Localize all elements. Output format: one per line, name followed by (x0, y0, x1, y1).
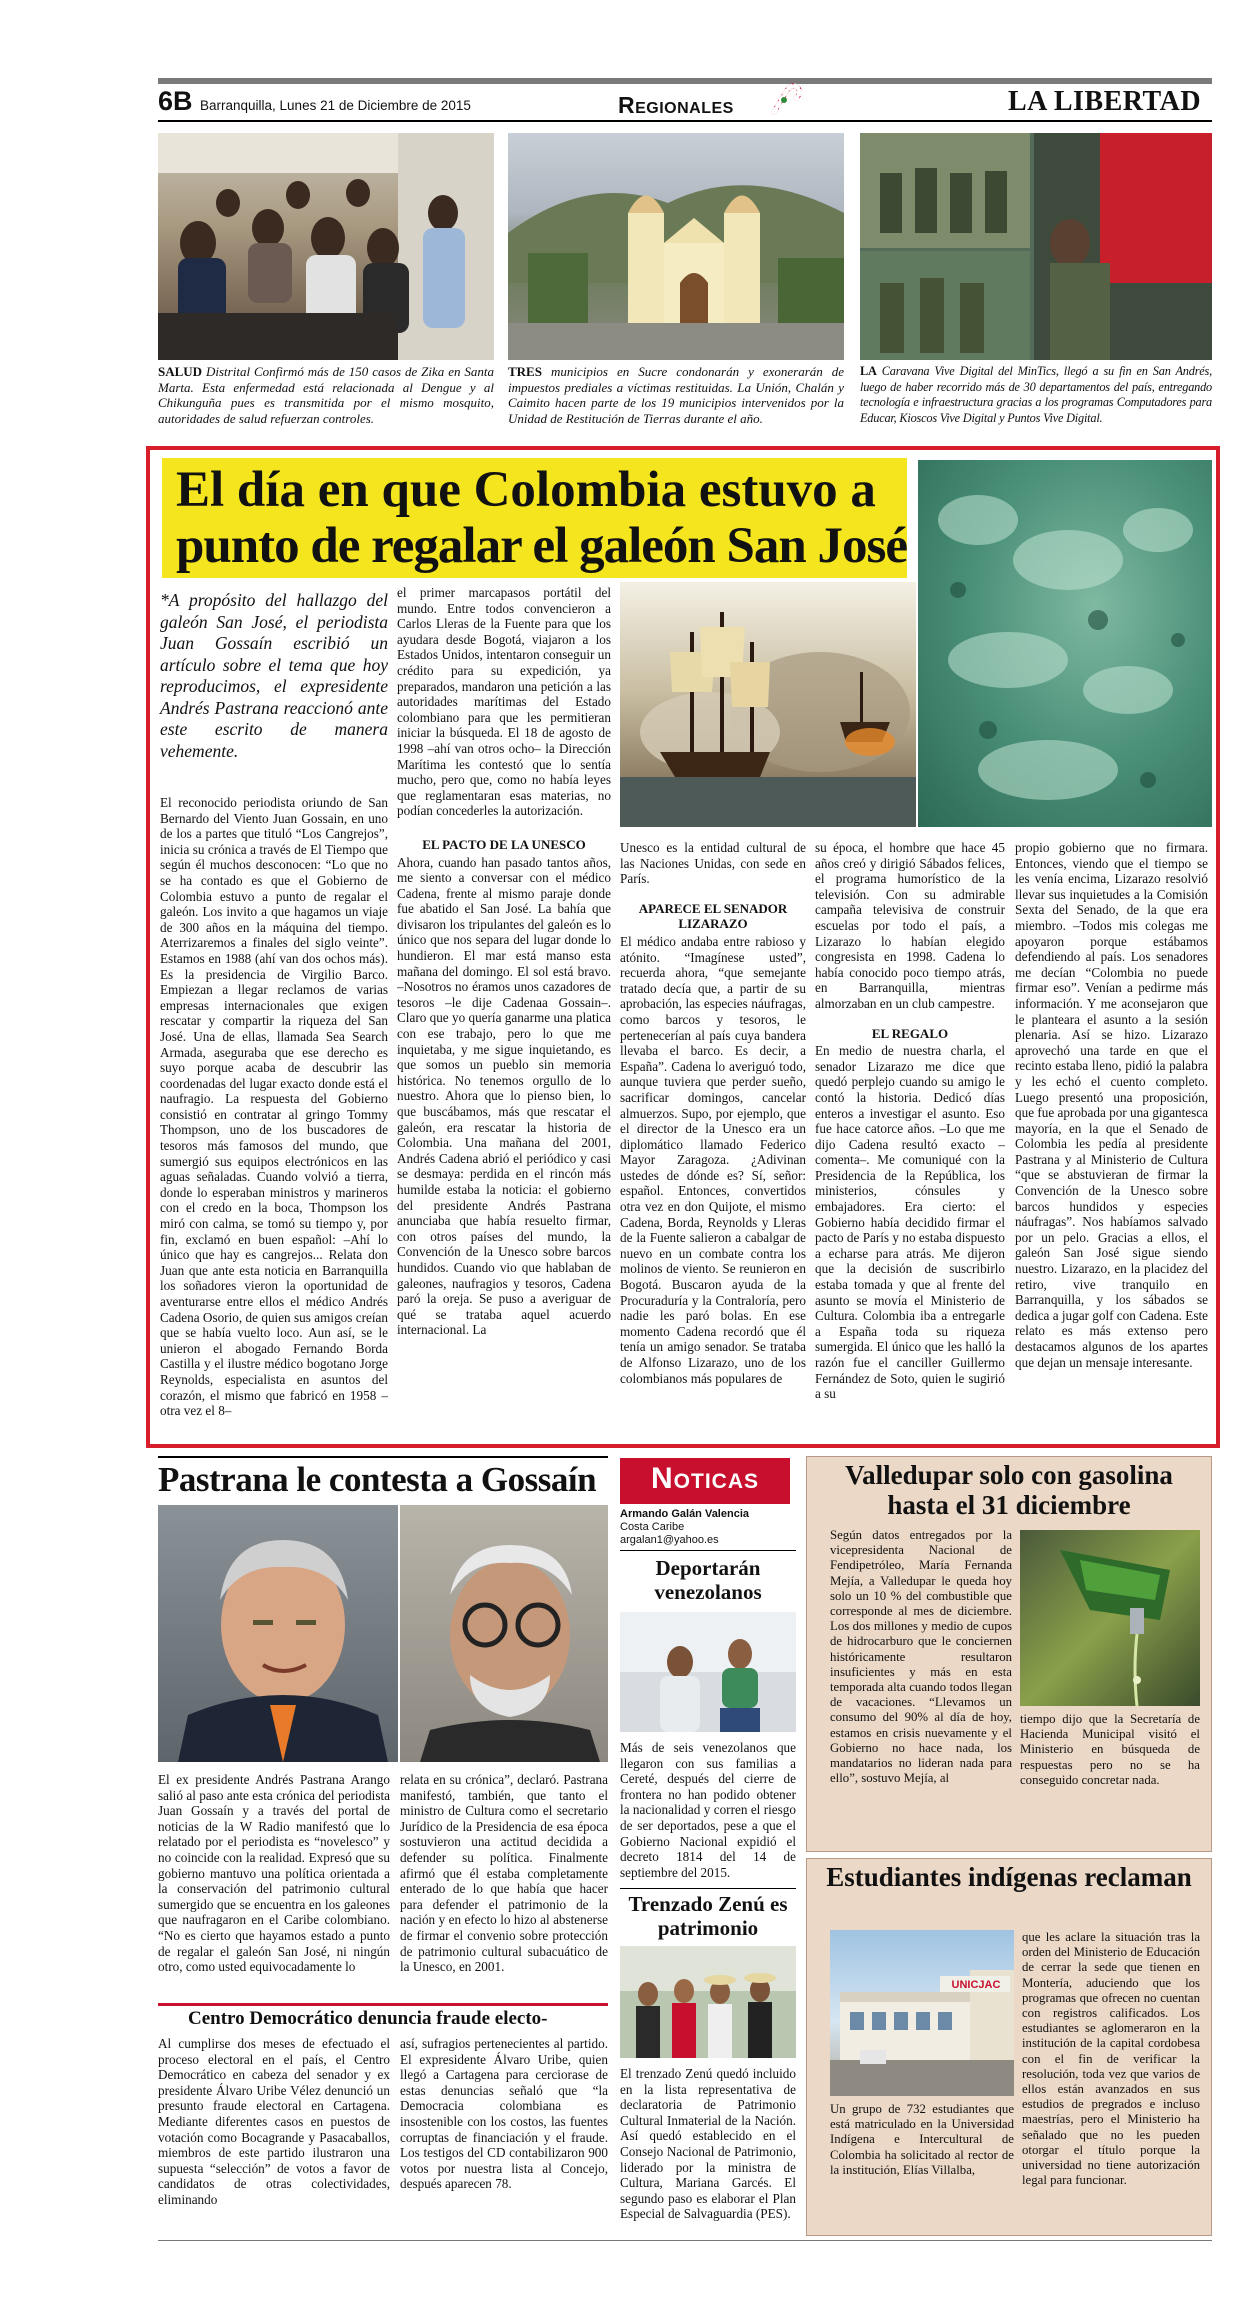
photo-iglesia (508, 133, 844, 360)
photo-caravana (860, 133, 1212, 360)
photo-pastrana (158, 1505, 398, 1762)
story-col-1: El reconocido periodista oriundo de San Bernardo del Viento Juan Gossain, en uno de los a partes que tituló “Los Cangrejos”, inicia su crónica a través de El Tiempo que según él muchos desconocen: “Lo que no se ha contado es que el Gobierno de Colombia estuvo a punto de regalar el galeón. Los invito a que hagamos un viaje de 300 años en la máquina del tiempo. Aterrizaremos a finales del siglo veinte”. Estamos en 1988 (ahí van dos ochos más). Es la presidencia de Virgilio Barco. Empiezan a llegar reclamos de varias empresas internacionales que exigen rescatar y compartir la riqueza del San José. Una de ellas, llamada Sea Search Armada, aseguraba que ese derecho es suyo porque acaba de descubrir las coordenadas del lugar exacto donde está el naufragio. La respuesta del Gobierno consistió en contratar al gringo Tommy Thompson, uno de los buscadores de tesoros más famosos del mundo, que sumergió sus equipos electrónicos en las aguas señaladas. Cuando volvió a tierra, donde lo esperaban ministros y marineros con el credo en la boca, Thompson los miró con calma, se tomó su tiempo y, por fin, exclamó en buen español: –Ahí lo único que hay es cangrejos... Relata don Juan que ante esta noticia en Barranquilla los soñadores vieron la oportunidad de aventurarse entre ellos el médico Andrés Cadena Osorio, de quien sus amigos creían que se había vuelto loco. Aun así, se le unieron el abogado Fernando Borda Castilla y el ilustre médico bogotano Jorge Reynolds, especialista en asuntos del corazón, el mismo que fabricó en 1958 –otra vez el 8– (160, 795, 388, 1419)
deportaran-text: Más de seis venezolanos que llegaron con sus familias a Cereté, después del cierre de frontera no han podido obtener la nacionalidad y corren el riesgo de ser deportados, pese a que el Gobierno Nacional expidió el decreto 1814 del 14 de septiembre del 2015. (620, 1740, 796, 1880)
trenzado-text: El trenzado Zenú quedó incluido en la lista representativa de declaratoria de Patrimonio Cultural Inmaterial de la Nación. Así quedó establecido en el Consejo Nacional de Patrimonio, liderado por la ministra de Cultura, Mariana Garcés. El segundo paso es elaborar el Plan Especial de Salvaguardia (PES). (620, 2066, 796, 2222)
headline-line-2: punto de regalar el galeón San José (176, 518, 907, 574)
galleon-painting (620, 582, 916, 827)
deportaran-headline: Deportarán venezolanos (654, 1556, 762, 1604)
pastrana-top-rule (158, 1456, 608, 1458)
caption-lead: LA (860, 364, 877, 378)
caption-municipios (508, 364, 844, 426)
page-bottom-rule (158, 2240, 1212, 2241)
story-col-3b: El médico andaba entre rabioso y atónito. “Imagínese usted”, recuerda ahora, “que semejante tratado decía que, a partir de su aprobación, las especies náufragas, como barcos y tesoros, le pertenecerían al país cuya bandera llevaba el barco. Es decir, a España”. Cadena lo averiguó todo, aunque tuviera que perder sueño, sacrificar domingos, cancelar almuerzos. Supo, por ejemplo, que el director de la Unesco era un diplomático llamado Federico Mayor Zaragoza. ¿Adivinan ustedes de dónde es? Sí, señor: español. Entonces, convertidos otra vez en don Quijote, el mismo Cadena, Borda, Reynolds y Lleras de la Fuente salieron a cabalgar de nuevo en un combate contra los molinos de viento. Se reunieron en Bogotá. Buscaron ayuda de la Procuraduría y la Contraloría, pero nadie les paró bolas. En ese momento Cadena recordó que él tenía un amigo senador. Se trataba de Alfonso Lizarazo, uno de los colombianos más populares de (620, 933, 806, 1386)
section-title: Regionales (618, 92, 734, 118)
caption-text: municipios en Sucre condonarán y exonerarán de impuestos prediales a víctimas restituidas. La Unión, Chalán y Caimito hacen parte de los 19 municipios intervenidos por la Unidad de Restitución de Tierras durante el año. (508, 364, 844, 426)
story-col-5: propio gobierno que no firmara. Entonces, viendo que el tiempo se les venía encima, Lizarazo resolvió llevar sus inquietudes a la Comisión Sexta del Senado, de la que era miembro. –Todos mis colegas me apoyaron porque estábamos defendiendo al país. Los senadores me decían “Colombia no puede firmar eso”. Venían a pedirme más información. Y me aconsejaron que le planteara el asunto a la sesión plenaria. Así se hizo. Lizarazo aprovechó una tarde en que el recinto estaba lleno, pidió la palabra y les echó el cuento completo. Luego presentó una proposición, que fue aprobada por una gigantesca mayoría, en la que el Senado de Colombia les pedía al presidente Pastrana y al Ministerio de Cultura “que se abstuvieran de firmar la Convención de la Unesco sobre barcos hundidos y especies náufragas”. Nos habíamos salvado por un pelo. Gracias a ellos, el galeón San José sigue siendo nuestro. Lizarazo, en la placidez del retiro, vive tranquilo en Barranquilla, y los sábados se dedica a jugar golf con Cadena. Este relato es más extenso pero destacamos algunos de los apartes que dejan un mensaje interesante. (1015, 840, 1208, 1370)
valledupar-col-1: Según datos entregados por la vicepresidenta Nacional de Fendipetróleo, María Fernanda Mejía, a Valledupar le queda hoy solo un 10 % del combustible que corresponde al mes de diciembre. Los dos millones y medio de cupos de hidrocarburo que le conciernen históricamente resultaron insuficientes y más en esta temporada alta cuando todos llegan de vacaciones. “Llevamos un consumo del 90% al día de hoy, estamos en crisis nuevamente y el Gobierno no hace nada, los mandatarios no lideran nada para ello”, sostuvo Mejía, al (830, 1528, 1012, 1786)
noticias-rule-2 (620, 1888, 796, 1889)
story-col-4 (815, 840, 1005, 1435)
story-col-2b: Ahora, cuando han pasado tantos años, me siento a conversar con el médico Cadena, frente al mismo paraje donde fue abatido el San José. La bahía que divisaron los tripulantes del galeón es lo único que nos separa del lugar donde lo hundieron. El mar está manso esta mañana del domingo. El sol está bravo. –Nosotros no éramos unos cazadores de tesoros –le dije Cadenaa Gossain–. Claro que yo quería ganarme una platica con ese trabajo, pero lo que me inquietaba, y me sigue inquietando, es que somos un pueblo sin memoria histórica. No tenemos orgullo de lo nuestro. Ahora que lo pienso bien, lo que buscábamos, más que rescatar el galeón, era rescatar la historia de Colombia. Una mañana del 2001, Andrés Cadena abrió el periódico y casi se desmaya: perdida en el rincón más humilde estaba la noticia: el gobierno del presidente Andrés Pastrana anunciaba que había resuelto firmar, con otros países del mundo, la Convención de la Unesco sobre barcos hundidos. Cuando vio que hablaban de galeones, naufragios y tesoros, Cadena paró la oreja. Se puso a averiguar de qué se trataba aquel acuerdo internacional. La (397, 854, 611, 1338)
candy-cane-icon (766, 78, 806, 116)
dateline: Barranquilla, Lunes 21 de Diciembre de 2015 (200, 98, 471, 113)
caption-lead: TRES (508, 364, 542, 379)
pastrana-headline: Pastrana le contesta a Gossaín (158, 1460, 597, 1499)
photo-gossain (400, 1505, 608, 1762)
caption-salud (158, 364, 494, 426)
story-col-2 (397, 585, 611, 1435)
caption-caravana (860, 364, 1212, 426)
headline-line-1: El día en que Colombia estuvo a (176, 462, 876, 518)
caption-lead: SALUD (158, 364, 203, 379)
valledupar-headline: Valledupar solo con gasolina hasta el 31 diciembre (845, 1460, 1173, 1520)
centro-headline: Centro Democrático denuncia fraude electo- (188, 2008, 548, 2029)
story-col-4b: En medio de nuestra charla, el senador Lizarazo me dice que quedó perplejo cuando su amigo le contó la historia. Dedicó días enteros a investigar el asunto. Eso fue hace catorce años. –Lo que me dijo Cadena resultó exacto –comenta–. Me comuniqué con la Presidencia de la República, los ministerios, cónsules y embajadores. Era cierto: el Gobierno había decidido firmar el pacto de París y no estaba dispuesto a echarse para atrás. Me dijeron que la decisión de suscribirlo estaba tomada y que al frente del asunto se movía el Ministerio de Cultura. Colombia iba a entregarle a España toda su riqueza sumergida. El único que les halló la razón fue el canciller Guillermo Fernández de Soto, quien le sugirió a su (815, 1043, 1005, 1402)
photo-venezolanos (620, 1612, 796, 1732)
subhead-unesco: EL PACTO DE LA UNESCO (422, 836, 586, 852)
caption-text: Distrital Confirmó más de 150 casos de Zika en Santa Marta. Esta enfermedad está relacionada al Dengue y al Chikunguña pues es transmitida por el mismo mosquito, autoridades de salud refuerzan controles. (158, 364, 495, 426)
noticias-author: Armando Galán Valencia (620, 1508, 749, 1520)
story-col-3 (620, 840, 806, 1435)
subhead-regalo: EL REGALO (871, 1025, 949, 1041)
subhead-lizarazo: APARECE EL SENADOR LIZARAZO (638, 900, 788, 932)
header-top-rule (158, 78, 1212, 84)
story-col-4a: su época, el hombre que hace 45 años creó y dirigió Sábados felices, el programa humorístico de la televisión. Con su admirable campaña televisiva de construir escuelas por todo el país, a Lizarazo lo habían elegido congresista en 1998. Cadena lo había conocido poco tiempo atrás, en Barranquilla, mientras almorzaban en un club campestre. (815, 840, 1005, 1011)
indigenas-col-1: Un grupo de 732 estudiantes que está matriculado en la Universidad Indígena e Intercultural de Colombia ha solicitado al rector de la institución, Elías Villalba, (830, 2102, 1014, 2177)
noticias-email: argalan1@yahoo.es (620, 1534, 719, 1546)
photo-trenzado (620, 1946, 796, 2058)
universidad-sign: UNICJAC (951, 1979, 1001, 1991)
centro-col-2: así, sufragios pertenecientes al partido. El expresidente Álvaro Uribe, quien llegó a Cartagena para cerciorase de estas denuncias señaló que “la Democracia colombiana es insostenible con los costos, las fuentes corruptas de financiación y el fraude. Los testigos del CD contabilizaron 900 votos por nuestra lista al Concejo, después aparecen 78. (400, 2036, 608, 2192)
photo-salud (158, 133, 494, 360)
story-col-2a: el primer marcapasos portátil del mundo. Entre todos convencieron a Carlos Lleras de la Fuente para que los ayudara desde Bogotá, viajaron a los Estados Unidos, intentaron conseguir un crédito para su expedición, ya preparados, mandaron una petición a las autoridades marítimas del Estado colombiano para que les permitieran iniciar la búsqueda. El 18 de agosto de 1998 –ahí van otros ocho– la Dirección Marítima les contestó que lo sentía mucho, pero que, como no había leyes que reglamentaran esas materias, no podían concederles la autorización. (397, 585, 611, 819)
noticias-rule-1 (620, 1550, 796, 1551)
centro-rule (158, 2003, 608, 2006)
pastrana-col-2: relata en su crónica”, declaró. Pastrana manifestó, también, que tanto el ministro de Cultura como el secretario Jurídico de la Presidencia de esa época sostuvieron una actitud decidida a defender su política. Finalmente afirmó que él estaba completamente enterado de lo que había que hacer para defender el patrimonio de la nación y en efecto lo hizo al abstenerse de firmar el convenio sobre protección de patrimonio cultural subacuático de la Unesco, en 2001. (400, 1772, 608, 1975)
photo-gasolina (1020, 1530, 1200, 1706)
centro-col-1: Al cumplirse dos meses de efectuado el proceso electoral en el país, el Centro Democrático en cabeza del senador y ex presidente Álvaro Uribe Vélez denunció un presunto fraude electoral en Cartagena. Mediante diferentes casos en puestos de votación como Bocagrande y Pasacaballos, miembros de este partido ilustraron una supuesta “selección” de votos a favor de candidatos de otras colectividades, eliminando (158, 2036, 390, 2207)
pastrana-col-1: El ex presidente Andrés Pastrana Arango salió al paso ante esta crónica del periodista Juan Gossaín y a través del portal de noticias de la W Radio manifestó que lo relatado por el periodista es “novelesco” y no coincide con la realidad. Expresó que su gobierno mantuvo una política orientada a la conservación del patrimonio cultural sumergido que se encuentra en los galeones que naufragaron en el Caribe colombiano. “No es cierto que hayamos estado a punto de regalar el galeón San José, ni ningún otro, como usted equivocadamente lo (158, 1772, 390, 1975)
newspaper-name: LA LIBERTAD (1008, 86, 1202, 117)
trenzado-headline: Trenzado Zenú es patrimonio (628, 1892, 788, 1940)
noticias-title: Noticas (651, 1462, 759, 1495)
valledupar-col-2: tiempo dijo que la Secretaría de Hacienda Municipal visitó el Ministerio en búsqueda de respuestas pero no se ha conseguido concretar nada. (1020, 1712, 1200, 1787)
intro-text: *A propósito del hallazgo del galeón San José, el periodista Juan Gossaín escribió un artículo sobre el tema que hoy reproducimos, el expresidente Andrés Pastrana reaccionó ante este escrito de manera vehemente. (160, 590, 388, 761)
noticias-region: Costa Caribe (620, 1521, 685, 1533)
page-number: 6B (158, 86, 193, 116)
underwater-photo (918, 460, 1212, 827)
indigenas-col-2: que les aclare la situación tras la orden del Ministerio de Educación de cerrar la sede que tienen en Montería, aduciendo que los programas que ofrecen no cuentan con registros calificados. Los estudiantes se aglomeraron en la institución de la capital cordobesa con el fin de verificar la resolución, toda vez que varios de ellos están avanzados en sus estudios de pregrados e incluso maestrías, pero el Ministerio ha señalado que no les pueden otorgar el título porque la universidad no tiene autorización legal para funcionar. (1022, 1930, 1200, 2188)
caption-text: Caravana Vive Digital del MinTics, llegó a su fin en San Andrés, luego de haber recorrido más de 30 departamentos del país, entregando tecnología e infraestructura gracias a los programas Computadores para Educar, Kioscos Vive Digital y Puntos Vive Digital. (860, 364, 1212, 425)
story-col-3a: Unesco es la entidad cultural de las Naciones Unidas, con sede en París. (620, 840, 806, 887)
header-bottom-rule (158, 120, 1212, 122)
photo-universidad (830, 1930, 1014, 2096)
indigenas-headline: Estudiantes indígenas reclaman (826, 1862, 1192, 1892)
